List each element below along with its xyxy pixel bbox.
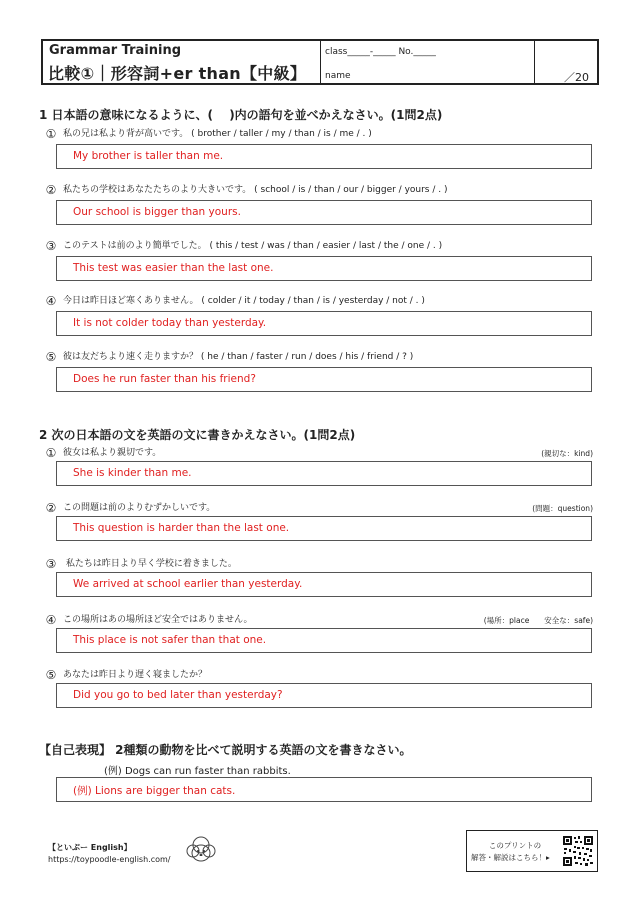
class-name-cell: [321, 41, 535, 83]
qr-caption-line1: このプリントの: [488, 841, 542, 850]
answer-text: Did you go to bed later than yesterday?: [73, 689, 283, 701]
section3-heading: 【自己表現】 2種類の動物を比べて説明する英語の文を書きなさい。: [39, 743, 412, 757]
question-text: 私の兄は私より背が高いです。 ( brother / taller / my / than / is / me / . ): [63, 129, 372, 139]
question-text: 彼女は私より親切です。: [63, 448, 162, 458]
s1-question-4: [45, 293, 425, 307]
name-label: name: [325, 71, 351, 81]
answer-text: (例) Lions are bigger than cats.: [73, 785, 236, 797]
poodle-icon: [180, 833, 222, 867]
answer-text: This test was easier than the last one.: [73, 262, 274, 274]
s1-answer-box-5[interactable]: [56, 367, 592, 392]
qr-caption-line2: 解答・解説はこちら！▸: [471, 853, 550, 862]
question-number: ①: [45, 126, 57, 141]
question-number: ③: [45, 556, 57, 571]
question-text: 彼は友だちより速く走りますか？ ( he / than / faster / run / does / his / friend / ? ): [63, 352, 414, 362]
question-text: あなたは昨日より遅く寝ましたか？: [63, 670, 208, 680]
s2-hint-1: (親切な：kind): [541, 449, 593, 458]
question-text: この問題は前のよりむずかしいです。: [63, 503, 216, 513]
question-number: ④: [45, 612, 57, 627]
answer-text: We arrived at school earlier than yesterday.: [73, 578, 303, 590]
s1-answer-box-2[interactable]: [56, 200, 592, 225]
answer-text: Our school is bigger than yours.: [73, 206, 241, 218]
answer-text: It is not colder today than yesterday.: [73, 317, 267, 329]
qr-code-icon[interactable]: [562, 835, 594, 867]
answer-text: She is kinder than me.: [73, 467, 192, 479]
s2-hint-2: (問題：question): [532, 504, 593, 513]
section2-heading: 2 次の日本語の文を英語の文に書きかえなさい。(1問2点): [39, 428, 356, 442]
s2-question-4: [45, 612, 253, 626]
s2-question-2: [45, 500, 215, 514]
s2-question-1: [45, 445, 161, 459]
question-text: このテストは前のより簡単でした。 ( this / test / was / than / easier / last / the / one / . ): [63, 241, 443, 251]
s2-answer-box-2[interactable]: [56, 516, 592, 541]
s1-answer-box-1[interactable]: [56, 144, 592, 169]
score-cell: [535, 41, 597, 83]
section1-heading: 1 日本語の意味になるように、( )内の語句を並べかえなさい。(1問2点): [39, 108, 443, 122]
s2-answer-box-1[interactable]: [56, 461, 592, 486]
s1-question-1: [45, 126, 372, 140]
question-number: ④: [45, 293, 57, 308]
s2-hint-4: (場所：place 安全な：safe): [483, 616, 593, 625]
title-japanese: 比較①｜形容詞+er than【中級】: [48, 64, 307, 83]
answer-text: This place is not safer than that one.: [73, 634, 267, 646]
s2-answer-box-3[interactable]: [56, 572, 592, 597]
question-text: この場所はあの場所ほど安全ではありません。: [63, 615, 253, 625]
answer-text: This question is harder than the last one.: [73, 522, 290, 534]
brand-name: 【といぷー English】: [48, 843, 132, 852]
s2-question-3: [45, 556, 237, 570]
question-number: ②: [45, 182, 57, 197]
answer-qr-panel[interactable]: [466, 830, 598, 872]
s1-question-2: [45, 182, 447, 196]
title-cell: [43, 41, 321, 83]
question-text: 私たちは昨日より早く学校に着きました。: [63, 559, 237, 569]
s1-question-5: [45, 349, 413, 363]
s2-answer-box-4[interactable]: [56, 628, 592, 653]
brand-url[interactable]: https://toypoodle-english.com/: [48, 855, 171, 864]
s3-answer-box[interactable]: [56, 777, 592, 802]
s1-answer-box-4[interactable]: [56, 311, 592, 336]
class-number-field: class_____-_____ No._____: [325, 47, 436, 57]
question-number: ②: [45, 500, 57, 515]
score-total: ／20: [564, 71, 589, 84]
s1-question-3: [45, 238, 442, 252]
s2-question-5: [45, 667, 207, 681]
question-number: ①: [45, 445, 57, 460]
question-number: ⑤: [45, 349, 57, 364]
worksheet-header: [41, 39, 599, 85]
self-expression-example: (例) Dogs can run faster than rabbits.: [104, 766, 291, 777]
s1-answer-box-3[interactable]: [56, 256, 592, 281]
s2-answer-box-5[interactable]: [56, 683, 592, 708]
answer-text: My brother is taller than me.: [73, 150, 224, 162]
title-english: Grammar Training: [49, 43, 182, 58]
question-number: ⑤: [45, 667, 57, 682]
question-text: 今日は昨日ほど寒くありません。 ( colder / it / today / than / is / yesterday / not / . ): [63, 296, 425, 306]
question-text: 私たちの学校はあなたたちのより大きいです。 ( school / is / than / our / bigger / yours / . ): [63, 185, 448, 195]
question-number: ③: [45, 238, 57, 253]
answer-text: Does he run faster than his friend?: [73, 373, 256, 385]
